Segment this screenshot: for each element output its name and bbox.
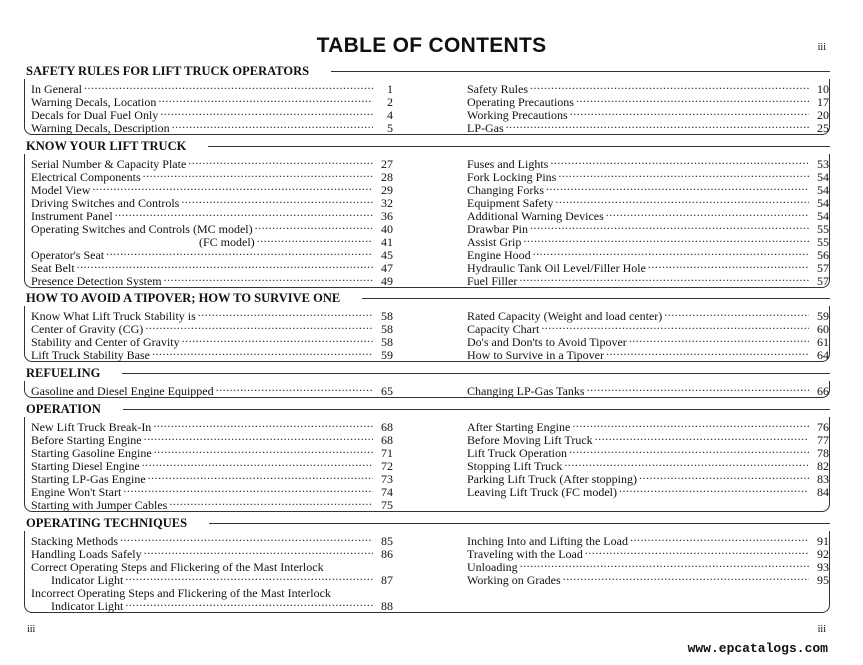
toc-entry[interactable] — [31, 571, 393, 587]
toc-entry[interactable] — [31, 382, 393, 398]
toc-entry-page: 57 — [817, 261, 829, 275]
toc-entry-page: 54 — [817, 209, 829, 223]
toc-entry[interactable] — [467, 431, 829, 447]
section-header — [24, 139, 830, 154]
toc-entry-label: Assist Grip — [467, 235, 522, 249]
section-frame — [24, 531, 830, 613]
toc-entry-label: Stacking Methods — [31, 534, 118, 548]
toc-leader-dots — [664, 307, 809, 320]
toc-entry-label: Electrical Components — [31, 170, 141, 184]
toc-column-left — [25, 382, 393, 398]
section-frame — [24, 417, 830, 512]
toc-entry-label: Engine Won't Start — [31, 485, 122, 499]
toc-entry-label: Additional Warning Devices — [467, 209, 604, 223]
toc-leader-dots — [181, 194, 373, 207]
toc-entry-label: Operating Precautions — [467, 95, 574, 109]
toc-entry-label: Drawbar Pin — [467, 222, 528, 236]
toc-entry[interactable] — [467, 181, 829, 197]
toc-entry[interactable] — [31, 320, 393, 336]
toc-entry[interactable] — [467, 168, 829, 184]
section-frame — [24, 154, 830, 288]
toc-entry-page: 76 — [817, 420, 829, 434]
toc-entry[interactable] — [31, 470, 393, 486]
toc-leader-dots — [144, 431, 373, 444]
toc-leader-dots — [92, 181, 373, 194]
toc-entry[interactable] — [467, 272, 829, 288]
toc-column-left — [25, 80, 393, 135]
toc-leader-dots — [182, 333, 373, 346]
toc-entry[interactable] — [31, 532, 393, 548]
toc-entry-label: Decals for Dual Fuel Only — [31, 108, 159, 122]
toc-leader-dots — [585, 545, 809, 558]
toc-entry-page: 86 — [381, 547, 393, 561]
toc-entry[interactable] — [467, 307, 829, 323]
toc-entry[interactable] — [31, 246, 393, 262]
toc-entry-page: 17 — [817, 95, 829, 109]
toc-entry-label: Incorrect Operating Steps and Flickering of the Mast Interlock — [31, 586, 331, 600]
section-rule — [122, 373, 830, 374]
toc-entry-page: 78 — [817, 446, 829, 460]
toc-entry[interactable] — [467, 207, 829, 223]
toc-entry[interactable] — [467, 93, 829, 109]
toc-leader-dots — [648, 259, 809, 272]
toc-entry[interactable] — [467, 220, 829, 236]
toc-leader-dots — [530, 220, 809, 233]
toc-column-right — [393, 418, 829, 509]
toc-entry-page: 93 — [817, 560, 829, 574]
toc-entry-page: 88 — [381, 599, 393, 613]
toc-entry[interactable] — [31, 155, 393, 171]
toc-entry-label: Indicator Light — [51, 599, 124, 613]
toc-entry-page: 2 — [387, 95, 393, 109]
toc-leader-dots — [143, 168, 373, 181]
toc-entry[interactable] — [467, 80, 829, 96]
toc-entry[interactable] — [31, 496, 393, 512]
toc-entry-label: Model View — [31, 183, 91, 197]
toc-entry[interactable] — [467, 483, 829, 499]
toc-entry-label: Center of Gravity (CG) — [31, 322, 144, 336]
toc-entry-label: Traveling with the Load — [467, 547, 583, 561]
toc-entry-page: 10 — [817, 82, 829, 96]
toc-column-left — [25, 155, 393, 288]
toc-entry-label: Warning Decals, Location — [31, 95, 157, 109]
toc-entry-page: 61 — [817, 335, 829, 349]
toc-entry-page: 57 — [817, 274, 829, 288]
toc-entry[interactable] — [467, 333, 829, 349]
toc-column-left — [25, 418, 393, 512]
toc-section — [24, 64, 830, 135]
section-frame — [24, 306, 830, 362]
section-title: OPERATION — [26, 402, 111, 416]
toc-entry-label: Fuel Filler — [467, 274, 518, 288]
toc-entry-label: How to Survive in a Tipover — [467, 348, 605, 362]
toc-leader-dots — [619, 483, 809, 496]
section-title: SAFETY RULES FOR LIFT TRUCK OPERATORS — [26, 64, 319, 78]
toc-entry-page: 58 — [381, 309, 393, 323]
toc-entry-label: Unloading — [467, 560, 518, 574]
toc-leader-dots — [558, 168, 809, 181]
toc-entry-label: Starting Gasoline Engine — [31, 446, 152, 460]
toc-leader-dots — [530, 80, 809, 93]
section-header — [24, 516, 830, 531]
toc-entry-label: Rated Capacity (Weight and load center) — [467, 309, 663, 323]
toc-entry[interactable] — [31, 457, 393, 473]
toc-entry-page: 68 — [381, 420, 393, 434]
toc-leader-dots — [629, 333, 809, 346]
toc-entry-label: Capacity Chart — [467, 322, 540, 336]
toc-entry-label: Serial Number & Capacity Plate — [31, 157, 187, 171]
toc-entry-page: 47 — [381, 261, 393, 275]
toc-leader-dots — [572, 418, 809, 431]
toc-entry[interactable] — [31, 307, 393, 323]
toc-entry[interactable] — [31, 80, 393, 96]
section-rule — [209, 523, 830, 524]
toc-column-right — [393, 80, 829, 135]
toc-entry-page: 28 — [381, 170, 393, 184]
toc-entry[interactable] — [31, 207, 393, 223]
toc-entry-page: 5 — [387, 121, 393, 135]
toc-entry-page: 58 — [381, 322, 393, 336]
toc-entry-page: 25 — [817, 121, 829, 135]
toc-leader-dots — [639, 470, 809, 483]
toc-entry[interactable] — [31, 333, 393, 349]
toc-entry-label: Safety Rules — [467, 82, 528, 96]
section-frame — [24, 79, 830, 135]
toc-leader-dots — [125, 597, 373, 610]
toc-section — [24, 516, 830, 613]
toc-entry-page: 29 — [381, 183, 393, 197]
toc-entry-page: 71 — [381, 446, 393, 460]
toc-entry[interactable] — [467, 382, 829, 398]
toc-leader-dots — [115, 207, 373, 220]
toc-leader-dots — [158, 93, 373, 106]
toc-entry-page: 4 — [387, 108, 393, 122]
section-header — [24, 291, 830, 306]
toc-leader-dots — [255, 220, 373, 233]
toc-entry[interactable] — [31, 545, 393, 561]
toc-entry-page: 68 — [381, 433, 393, 447]
section-header — [24, 402, 830, 417]
toc-entry-label: Presence Detection System — [31, 274, 162, 288]
toc-entry-label: Lift Truck Operation — [467, 446, 567, 460]
toc-entry-label: Know What Lift Truck Stability is — [31, 309, 196, 323]
toc-entry-label: Starting LP-Gas Engine — [31, 472, 146, 486]
toc-entry[interactable] — [467, 444, 829, 460]
toc-column-left — [25, 532, 393, 613]
toc-entry-page: 55 — [817, 235, 829, 249]
toc-entry-page: 55 — [817, 222, 829, 236]
section-header — [24, 64, 830, 79]
toc-entry-page: 92 — [817, 547, 829, 561]
toc-entry[interactable] — [31, 194, 393, 210]
toc-entry[interactable] — [31, 558, 393, 574]
toc-entry[interactable] — [31, 444, 393, 460]
toc-column-right — [393, 382, 829, 398]
toc-entry-label: Hydraulic Tank Oil Level/Filler Hole — [467, 261, 646, 275]
toc-leader-dots — [216, 382, 373, 395]
toc-entry-label: After Starting Engine — [467, 420, 571, 434]
toc-section — [24, 402, 830, 512]
toc-entry-label: Stability and Center of Gravity — [31, 335, 180, 349]
toc-entry[interactable] — [467, 418, 829, 434]
toc-entry-page: 91 — [817, 534, 829, 548]
toc-entry-page: 83 — [817, 472, 829, 486]
toc-leader-dots — [188, 155, 373, 168]
toc-entry[interactable] — [467, 571, 829, 587]
toc-entry[interactable] — [31, 418, 393, 434]
toc-entry-label: Engine Hood — [467, 248, 531, 262]
toc-entry[interactable] — [467, 545, 829, 561]
toc-column-right — [393, 532, 829, 610]
section-rule — [208, 146, 830, 147]
page-title: TABLE OF CONTENTS — [316, 34, 547, 57]
toc-leader-dots — [595, 431, 809, 444]
toc-entry-label: Starting with Jumper Cables — [31, 498, 168, 512]
toc-entry-page: 36 — [381, 209, 393, 223]
toc-leader-dots — [506, 119, 809, 132]
toc-entry[interactable] — [467, 457, 829, 473]
toc-leader-dots — [148, 470, 373, 483]
toc-leader-dots — [564, 457, 809, 470]
toc-leader-dots — [550, 155, 809, 168]
toc-leader-dots — [198, 307, 373, 320]
toc-entry-page: 84 — [817, 485, 829, 499]
toc-entry-label: Lift Truck Stability Base — [31, 348, 151, 362]
toc-entry-page: 65 — [381, 384, 393, 398]
toc-entry[interactable] — [467, 246, 829, 262]
footer-url: www.epcatalogs.com — [687, 641, 828, 656]
toc-entry-page: 45 — [381, 248, 393, 262]
toc-entry-label: Fuses and Lights — [467, 157, 549, 171]
toc-entry-label: (FC model) — [199, 235, 255, 249]
toc-entry-label: Changing Forks — [467, 183, 545, 197]
toc-leader-dots — [257, 233, 373, 246]
section-frame — [24, 381, 830, 398]
toc-entry[interactable] — [467, 155, 829, 171]
toc-entry-label: Correct Operating Steps and Flickering of the Mast Interlock — [31, 560, 324, 574]
toc-entry-label: Working Precautions — [467, 108, 568, 122]
toc-entry-page: 59 — [381, 348, 393, 362]
toc-leader-dots — [587, 382, 809, 395]
toc-leader-dots — [563, 571, 809, 584]
toc-entry-label: In General — [31, 82, 82, 96]
toc-entry-page: 49 — [381, 274, 393, 288]
toc-entry-label: Before Starting Engine — [31, 433, 142, 447]
toc-entry[interactable] — [31, 259, 393, 275]
toc-entry-label: Inching Into and Lifting the Load — [467, 534, 628, 548]
page-number-bottom-left: iii — [27, 624, 36, 635]
toc-column-left — [25, 307, 393, 362]
toc-column-right — [393, 307, 829, 362]
toc-entry-label: Gasoline and Diesel Engine Equipped — [31, 384, 214, 398]
section-title: KNOW YOUR LIFT TRUCK — [26, 139, 196, 153]
toc-leader-dots — [546, 181, 809, 194]
toc-entry-page: 54 — [817, 196, 829, 210]
toc-entry-page: 64 — [817, 348, 829, 362]
toc-entry-page: 40 — [381, 222, 393, 236]
toc-entry-label: Do's and Don'ts to Avoid Tipover — [467, 335, 627, 349]
toc-leader-dots — [154, 444, 373, 457]
toc-entry-page: 58 — [381, 335, 393, 349]
toc-entry-label: LP-Gas — [467, 121, 504, 135]
toc-leader-dots — [153, 418, 373, 431]
toc-entry-page: 74 — [381, 485, 393, 499]
toc-entry-label: Equipment Safety — [467, 196, 554, 210]
toc-leader-dots — [169, 496, 373, 509]
toc-entry-label: Handling Loads Safely — [31, 547, 142, 561]
toc-entry-page: 60 — [817, 322, 829, 336]
toc-entry[interactable] — [467, 346, 829, 362]
toc-entry-label: Changing LP-Gas Tanks — [467, 384, 585, 398]
toc-entry[interactable] — [467, 119, 829, 135]
toc-entry-page: 59 — [817, 309, 829, 323]
toc-leader-dots — [106, 246, 373, 259]
toc-entry-label: Operator's Seat — [31, 248, 105, 262]
toc-leader-dots — [630, 532, 809, 545]
section-rule — [331, 71, 830, 72]
toc-entry-label: Stopping Lift Truck — [467, 459, 563, 473]
toc-entry-page: 72 — [381, 459, 393, 473]
toc-leader-dots — [120, 532, 373, 545]
toc-entry-label: Fork Locking Pins — [467, 170, 557, 184]
toc-entry-page: 27 — [381, 157, 393, 171]
toc-leader-dots — [172, 119, 373, 132]
toc-entry[interactable] — [31, 168, 393, 184]
section-rule — [362, 298, 830, 299]
toc-entry-label: Leaving Lift Truck (FC model) — [467, 485, 617, 499]
toc-entry[interactable] — [467, 259, 829, 275]
toc-entry-page: 75 — [381, 498, 393, 512]
toc-leader-dots — [533, 246, 809, 259]
toc-entry-page: 56 — [817, 248, 829, 262]
toc-entry[interactable] — [31, 93, 393, 109]
toc-entry-page: 32 — [381, 196, 393, 210]
toc-leader-dots — [145, 320, 373, 333]
toc-entry[interactable] — [31, 431, 393, 447]
toc-leader-dots — [123, 483, 373, 496]
toc-leader-dots — [144, 545, 373, 558]
toc-leader-dots — [152, 346, 373, 359]
toc-entry-page: 41 — [381, 235, 393, 249]
toc-entry[interactable] — [31, 220, 393, 236]
section-title: REFUELING — [26, 366, 110, 380]
toc-entry-page: 82 — [817, 459, 829, 473]
toc-leader-dots — [519, 272, 809, 285]
toc-entry-label: Before Moving Lift Truck — [467, 433, 593, 447]
toc-entry[interactable] — [31, 272, 393, 288]
toc-entry-page: 77 — [817, 433, 829, 447]
toc-entry-label: Warning Decals, Description — [31, 121, 170, 135]
toc-entry[interactable] — [467, 106, 829, 122]
toc-leader-dots — [164, 272, 373, 285]
toc-entry[interactable] — [467, 532, 829, 548]
toc-entry-page: 85 — [381, 534, 393, 548]
toc-leader-dots — [160, 106, 373, 119]
toc-leader-dots — [569, 444, 809, 457]
toc-leader-dots — [570, 106, 809, 119]
toc-leader-dots — [84, 80, 373, 93]
section-header — [24, 366, 830, 381]
section-title: HOW TO AVOID A TIPOVER; HOW TO SURVIVE ONE — [26, 291, 350, 305]
toc-entry-label: Indicator Light — [51, 573, 124, 587]
toc-leader-dots — [606, 346, 809, 359]
toc-entry[interactable] — [31, 181, 393, 197]
toc-entry-page: 54 — [817, 183, 829, 197]
toc-entry-page: 54 — [817, 170, 829, 184]
toc-column-right — [393, 155, 829, 288]
toc-entry-page: 95 — [817, 573, 829, 587]
toc-leader-dots — [555, 194, 809, 207]
toc-entry-label: Working on Grades — [467, 573, 561, 587]
toc-leader-dots — [125, 571, 373, 584]
toc-entry[interactable] — [467, 558, 829, 574]
toc-leader-dots — [520, 558, 809, 571]
toc-entry[interactable] — [467, 320, 829, 336]
toc-entry[interactable] — [31, 106, 393, 122]
toc-entry-page: 73 — [381, 472, 393, 486]
toc-entry-label: New Lift Truck Break-In — [31, 420, 152, 434]
toc-entry[interactable] — [467, 470, 829, 486]
toc-section — [24, 291, 830, 362]
toc-entry-label: Seat Belt — [31, 261, 75, 275]
toc-entry-label: Operating Switches and Controls (MC model) — [31, 222, 253, 236]
toc-entry[interactable] — [31, 346, 393, 362]
toc-entry[interactable] — [31, 119, 393, 135]
page-number-top: iii — [817, 42, 826, 53]
section-title: OPERATING TECHNIQUES — [26, 516, 197, 530]
toc-entry-page: 20 — [817, 108, 829, 122]
toc-leader-dots — [77, 259, 373, 272]
toc-entry-page: 66 — [817, 384, 829, 398]
toc-entry-label: Parking Lift Truck (After stopping) — [467, 472, 637, 486]
toc-entry[interactable] — [31, 597, 393, 613]
toc-entry-label: Driving Switches and Controls — [31, 196, 180, 210]
toc-leader-dots — [142, 457, 373, 470]
toc-entry-label: Instrument Panel — [31, 209, 113, 223]
toc-entry[interactable] — [31, 483, 393, 499]
toc-leader-dots — [541, 320, 809, 333]
page-number-bottom-right: iii — [817, 624, 826, 635]
toc-leader-dots — [576, 93, 809, 106]
toc-section — [24, 366, 830, 398]
toc-section — [24, 139, 830, 288]
toc-leader-dots — [606, 207, 809, 220]
toc-leader-dots — [326, 558, 373, 571]
toc-entry[interactable] — [467, 194, 829, 210]
toc-leader-dots — [523, 233, 809, 246]
toc-entry-page: 53 — [817, 157, 829, 171]
toc-entry-label: Starting Diesel Engine — [31, 459, 140, 473]
toc-entry-page: 87 — [381, 573, 393, 587]
toc-entry-page: 1 — [387, 82, 393, 96]
toc-leader-dots — [333, 584, 373, 597]
toc-entry[interactable] — [31, 584, 393, 600]
section-rule — [123, 409, 830, 410]
